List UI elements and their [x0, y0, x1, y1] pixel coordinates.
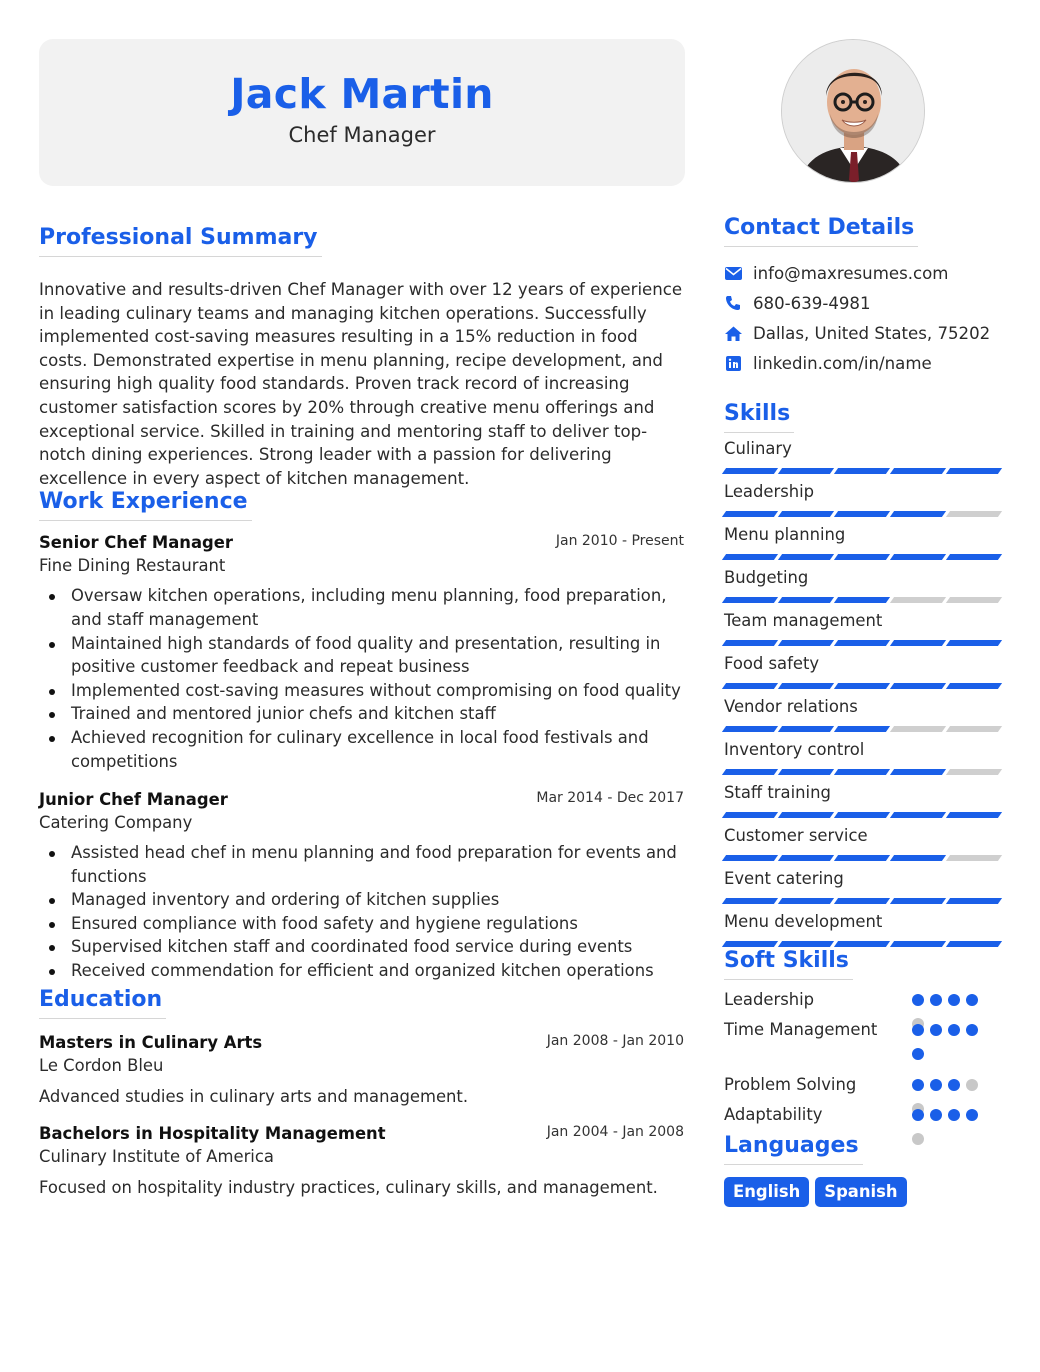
skill-bar-filled	[778, 855, 834, 861]
bullet-item: Received commendation for efficient and organized kitchen operations	[39, 959, 685, 983]
skill-item	[724, 567, 1000, 610]
skill-level-bars	[724, 726, 1000, 732]
skill-name: Menu development	[724, 912, 883, 931]
job-bullets	[39, 841, 685, 983]
skill-bar-filled	[946, 554, 1002, 560]
skill-level-bars	[724, 640, 1000, 646]
skill-bar-filled	[834, 855, 890, 861]
skill-name: Event catering	[724, 869, 844, 888]
skill-bar-filled	[834, 554, 890, 560]
skill-bar-filled	[778, 812, 834, 818]
soft-skill-level-dots	[912, 1109, 988, 1145]
skill-bar-filled	[778, 683, 834, 689]
soft-skill-item	[724, 985, 1000, 1015]
skill-level-bars	[724, 855, 1000, 861]
bullet-item: Oversaw kitchen operations, including menu planning, food preparation, and staff management	[39, 584, 685, 631]
level-dot-filled	[930, 1079, 942, 1091]
job-company: Catering Company	[39, 813, 193, 833]
bullet-item: Ensured compliance with food safety and hygiene regulations	[39, 912, 685, 936]
skill-name: Vendor relations	[724, 697, 858, 716]
phone-icon	[724, 294, 742, 312]
skill-bar-filled	[778, 554, 834, 560]
level-dot-filled	[966, 994, 978, 1006]
address-text: Dallas, United States, 75202	[753, 323, 991, 343]
skill-bar-filled	[890, 855, 946, 861]
envelope-icon	[724, 264, 742, 282]
skill-level-bars	[724, 898, 1000, 904]
skill-item	[724, 696, 1000, 739]
skill-bar-filled	[778, 511, 834, 517]
experience-heading: Work Experience	[39, 488, 252, 521]
skill-bar-empty	[890, 726, 946, 732]
skill-bar-empty	[946, 511, 1002, 517]
skill-bar-filled	[834, 941, 890, 947]
contact-linkedin[interactable]	[724, 348, 1000, 378]
linkedin-text: linkedin.com/in/name	[753, 353, 932, 373]
skill-item	[724, 739, 1000, 782]
soft-skill-name: Time Management	[724, 1020, 878, 1039]
skill-bar-empty	[946, 855, 1002, 861]
skill-name: Team management	[724, 611, 883, 630]
job-entry	[39, 531, 685, 773]
skill-bar-filled	[722, 812, 778, 818]
bullet-item: Assisted head chef in menu planning and food preparation for events and functions	[39, 841, 685, 888]
summary-section	[39, 224, 685, 490]
skill-bar-filled	[946, 812, 1002, 818]
skill-level-bars	[724, 769, 1000, 775]
skills-section	[724, 400, 1000, 954]
skill-bar-filled	[722, 683, 778, 689]
soft-skills-list	[724, 985, 1000, 1130]
languages-heading: Languages	[724, 1132, 863, 1165]
email-text: info@maxresumes.com	[753, 263, 949, 283]
skill-level-bars	[724, 683, 1000, 689]
contact-email[interactable]	[724, 258, 1000, 288]
bullet-item: Achieved recognition for culinary excellence in local food festivals and competitions	[39, 726, 685, 773]
soft-skill-name: Leadership	[724, 990, 815, 1009]
skill-bar-filled	[722, 554, 778, 560]
soft-skill-item	[724, 1015, 1000, 1070]
skill-bar-filled	[890, 683, 946, 689]
left-column	[39, 39, 685, 1199]
skill-bar-filled	[834, 769, 890, 775]
skill-level-bars	[724, 597, 1000, 603]
profile-photo	[781, 39, 925, 183]
skill-name: Food safety	[724, 654, 820, 673]
skill-bar-filled	[834, 812, 890, 818]
skill-bar-filled	[946, 640, 1002, 646]
skill-bar-filled	[834, 468, 890, 474]
skill-bar-filled	[778, 769, 834, 775]
education-entry	[39, 1122, 685, 1199]
skill-item	[724, 524, 1000, 567]
home-icon	[724, 324, 742, 342]
job-title: Senior Chef Manager	[39, 533, 233, 553]
level-dot-filled	[948, 1079, 960, 1091]
soft-skill-level-dots	[912, 1024, 988, 1060]
skill-bar-filled	[778, 941, 834, 947]
bullet-item: Maintained high standards of food quality and presentation, resulting in positive customer feedback and repeat business	[39, 632, 685, 679]
summary-text: Innovative and results-driven Chef Manager with over 12 years of experience in leading culinary teams and managing kitchen operations. Successfully implemented cost-saving measures resulting in a 15% reduction in food costs. Demonstrated expertise in menu planning, recipe development, and ensuring high quality food standards. Proven track record of increasing customer satisfaction scores by 20% through creative menu offerings and exceptional service. Skilled in training and mentoring staff to deliver top-notch dining experiences. Strong leader with a passion for delivering excellence in every aspect of kitchen management.	[39, 280, 683, 488]
level-dot-empty	[912, 1133, 924, 1145]
education-section	[39, 986, 685, 1199]
level-dot-filled	[966, 1024, 978, 1036]
skill-level-bars	[724, 941, 1000, 947]
level-dot-filled	[930, 994, 942, 1006]
skill-bar-filled	[890, 941, 946, 947]
language-tag: English	[724, 1177, 809, 1207]
soft-skill-item	[724, 1100, 1000, 1130]
job-title: Junior Chef Manager	[39, 790, 228, 810]
level-dot-filled	[948, 1024, 960, 1036]
person-portrait-icon	[782, 40, 925, 183]
skill-item	[724, 825, 1000, 868]
skill-bar-filled	[722, 769, 778, 775]
bullet-item: Implemented cost-saving measures without compromising on food quality	[39, 679, 685, 703]
degree-title: Masters in Culinary Arts	[39, 1032, 263, 1052]
experience-section	[39, 488, 685, 982]
skill-bar-empty	[946, 726, 1002, 732]
skill-bar-filled	[946, 683, 1002, 689]
contact-section	[724, 214, 1000, 378]
skill-name: Staff training	[724, 783, 831, 802]
skill-bar-filled	[778, 597, 834, 603]
school-name: Culinary Institute of America	[39, 1146, 274, 1166]
skill-bar-filled	[890, 812, 946, 818]
degree-title: Bachelors in Hospitality Management	[39, 1123, 386, 1143]
job-company: Fine Dining Restaurant	[39, 556, 226, 576]
education-date: Jan 2008 - Jan 2010	[546, 1032, 684, 1049]
education-description: Focused on hospitality industry practices, culinary skills, and management.	[39, 1177, 658, 1197]
skill-bar-filled	[890, 511, 946, 517]
school-name: Le Cordon Bleu	[39, 1055, 164, 1075]
skill-bar-filled	[890, 769, 946, 775]
soft-skills-heading: Soft Skills	[724, 947, 853, 980]
level-dot-filled	[948, 1109, 960, 1121]
header-card	[39, 39, 685, 186]
skill-name: Leadership	[724, 482, 815, 501]
skills-list	[724, 438, 1000, 954]
skill-name: Inventory control	[724, 740, 865, 759]
skill-bar-filled	[890, 554, 946, 560]
skill-bar-filled	[890, 898, 946, 904]
job-entry	[39, 788, 685, 983]
education-entry	[39, 1031, 685, 1108]
summary-heading: Professional Summary	[39, 224, 322, 257]
level-dot-filled	[912, 1024, 924, 1036]
skill-name: Budgeting	[724, 568, 809, 587]
skill-item	[724, 610, 1000, 653]
skill-level-bars	[724, 554, 1000, 560]
skill-bar-filled	[834, 511, 890, 517]
skill-item	[724, 438, 1000, 481]
bullet-item: Trained and mentored junior chefs and kitchen staff	[39, 702, 685, 726]
skill-bar-empty	[946, 769, 1002, 775]
skill-item	[724, 782, 1000, 825]
skill-bar-filled	[722, 726, 778, 732]
candidate-title: Chef Manager	[288, 123, 436, 147]
soft-skill-name: Problem Solving	[724, 1075, 857, 1094]
level-dot-filled	[930, 1024, 942, 1036]
skill-bar-filled	[778, 468, 834, 474]
education-description: Advanced studies in culinary arts and management.	[39, 1086, 469, 1106]
skill-bar-filled	[722, 468, 778, 474]
contact-heading: Contact Details	[724, 214, 918, 247]
skill-bar-filled	[778, 640, 834, 646]
level-dot-empty	[966, 1079, 978, 1091]
skill-bar-filled	[946, 941, 1002, 947]
job-date: Mar 2014 - Dec 2017	[536, 790, 684, 807]
skill-bar-filled	[778, 898, 834, 904]
right-column	[724, 39, 1000, 1207]
candidate-name: Jack Martin	[230, 70, 494, 118]
soft-skill-name: Adaptability	[724, 1105, 823, 1124]
language-tag: Spanish	[815, 1177, 906, 1207]
skill-bar-empty	[890, 597, 946, 603]
skill-name: Customer service	[724, 826, 868, 845]
skill-item	[724, 481, 1000, 524]
phone-text: 680-639-4981	[753, 293, 871, 313]
skill-bar-filled	[778, 726, 834, 732]
level-dot-filled	[948, 994, 960, 1006]
level-dot-filled	[912, 1048, 924, 1060]
level-dot-filled	[966, 1109, 978, 1121]
level-dot-filled	[912, 1109, 924, 1121]
skill-level-bars	[724, 511, 1000, 517]
skill-bar-filled	[834, 683, 890, 689]
bullet-item: Supervised kitchen staff and coordinated food service during events	[39, 935, 685, 959]
job-bullets	[39, 584, 685, 773]
skill-bar-filled	[946, 468, 1002, 474]
skill-bar-filled	[722, 597, 778, 603]
skill-bar-filled	[890, 468, 946, 474]
skill-bar-filled	[722, 898, 778, 904]
education-date: Jan 2004 - Jan 2008	[546, 1123, 684, 1140]
skill-bar-empty	[946, 597, 1002, 603]
skill-bar-filled	[834, 597, 890, 603]
skill-item	[724, 868, 1000, 911]
soft-skill-item	[724, 1070, 1000, 1100]
skill-bar-filled	[946, 898, 1002, 904]
education-heading: Education	[39, 986, 166, 1019]
skill-item	[724, 653, 1000, 696]
language-tags	[724, 1177, 1000, 1207]
skill-level-bars	[724, 468, 1000, 474]
skills-heading: Skills	[724, 400, 794, 433]
skill-bar-filled	[834, 726, 890, 732]
skill-bar-filled	[722, 855, 778, 861]
skill-bar-filled	[722, 941, 778, 947]
level-dot-filled	[912, 994, 924, 1006]
skill-level-bars	[724, 812, 1000, 818]
level-dot-filled	[912, 1079, 924, 1091]
skill-bar-filled	[890, 640, 946, 646]
skill-name: Culinary	[724, 439, 792, 458]
skill-bar-filled	[834, 898, 890, 904]
job-date: Jan 2010 - Present	[555, 533, 684, 550]
skill-name: Menu planning	[724, 525, 846, 544]
contact-address	[724, 318, 1000, 348]
skill-bar-filled	[722, 511, 778, 517]
skill-bar-filled	[722, 640, 778, 646]
soft-skills-section	[724, 947, 1000, 1130]
contact-phone[interactable]	[724, 288, 1000, 318]
skill-bar-filled	[834, 640, 890, 646]
bullet-item: Managed inventory and ordering of kitchen supplies	[39, 888, 685, 912]
level-dot-filled	[930, 1109, 942, 1121]
linkedin-icon	[724, 354, 742, 372]
